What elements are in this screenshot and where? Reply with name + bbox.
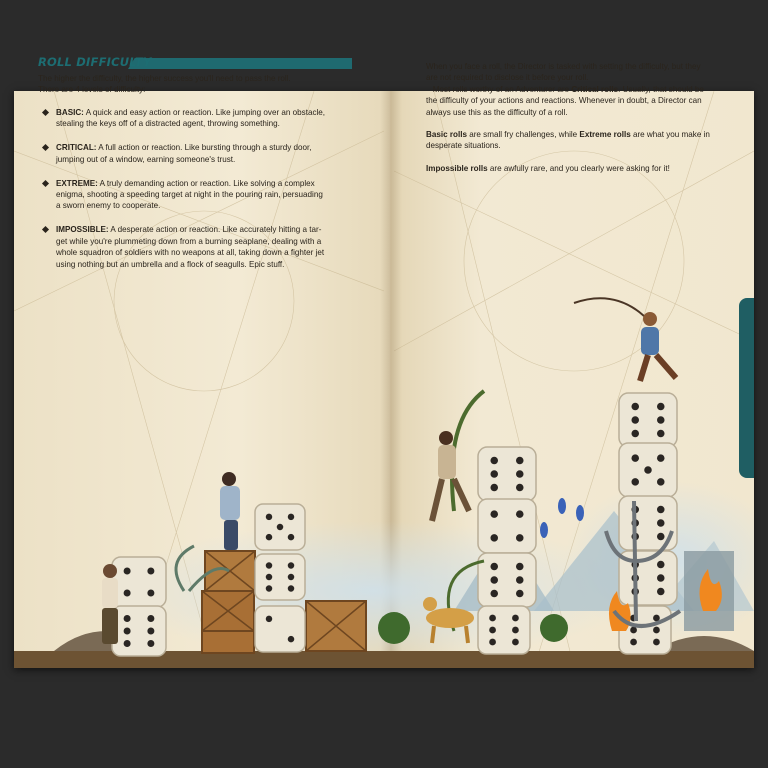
die-pip <box>288 574 295 581</box>
difficulty-term: CRITICAL: <box>56 143 97 153</box>
paragraph-line <box>426 129 738 140</box>
die-pip <box>657 519 665 527</box>
die-pip <box>147 640 154 647</box>
die-pip <box>516 563 524 571</box>
difficulty-text: using nothing but an umbrella and a flock of seagulls. Epic stuff. <box>56 259 285 269</box>
die-pip <box>288 514 295 521</box>
die-pip <box>631 416 639 424</box>
die <box>112 606 166 656</box>
die-pip <box>657 478 665 486</box>
die <box>255 554 305 600</box>
die-pip <box>489 615 496 622</box>
die <box>478 553 536 607</box>
die-pip <box>124 589 131 596</box>
die-pip <box>489 639 496 646</box>
explorer-jumping <box>432 431 469 521</box>
difficulty-list <box>42 107 352 282</box>
die-pip <box>266 562 273 569</box>
die-pip <box>147 567 154 574</box>
right-page-text <box>426 61 738 174</box>
diamond-bullet-icon <box>42 226 49 233</box>
die-pip <box>657 561 665 569</box>
difficulty-term: IMPOSSIBLE: <box>56 225 109 235</box>
die-pip <box>516 510 524 518</box>
die-pip <box>516 484 524 492</box>
die-pip <box>288 534 295 541</box>
die <box>619 393 677 447</box>
bold-term: Extreme rolls <box>579 130 631 140</box>
paragraph-line: always use this as the difficulty of a roll. <box>426 107 568 117</box>
die-pip <box>490 534 498 542</box>
die-pip <box>516 576 524 584</box>
paragraph-line: are not required to disclose it before your roll. <box>426 73 589 83</box>
die-pip <box>266 616 273 623</box>
die-pip <box>147 627 154 634</box>
die-pip <box>516 590 524 598</box>
die-pip <box>489 627 496 634</box>
paragraph-line: the difficulty of your actions and reactions. Whenever in doubt, a Director can <box>426 96 702 106</box>
difficulty-text: A truly demanding action or reaction. Like solving a complex <box>97 178 315 188</box>
difficulty-text: whole squadron of soldiers with no weapons at all, taking down a fighter jet <box>56 248 325 258</box>
paragraph-line <box>426 163 738 174</box>
die-pip <box>630 639 637 646</box>
difficulty-text: enigma, shooting a speeding target at night in the pouring rain, persuading <box>56 190 323 200</box>
die-pip <box>490 470 498 478</box>
jungle-bush <box>540 614 568 642</box>
die-pip <box>657 574 665 582</box>
die <box>255 606 305 652</box>
difficulty-term: EXTREME: <box>56 178 98 188</box>
difficulty-critical <box>42 142 352 165</box>
paragraph-line: desperate situations. <box>426 141 501 151</box>
die <box>478 606 530 654</box>
die-pip <box>653 639 660 646</box>
die <box>112 557 166 607</box>
difficulty-text: A desperate action or reaction. Like accurately hitting a tar- <box>108 225 322 235</box>
diamond-bullet-icon <box>42 144 49 151</box>
die-pip <box>631 454 639 462</box>
die-pip <box>147 615 154 622</box>
die-pip <box>657 454 665 462</box>
diamond-bullet-icon <box>42 180 49 187</box>
die-pip <box>490 590 498 598</box>
difficulty-extreme <box>42 178 352 212</box>
die-pip <box>266 574 273 581</box>
die <box>478 447 536 501</box>
die-pip <box>266 585 273 592</box>
die-pip <box>124 567 131 574</box>
die-pip <box>653 627 660 634</box>
die-pip <box>657 588 665 596</box>
die <box>255 504 305 550</box>
die-pip <box>277 524 284 531</box>
die-pip <box>657 403 665 411</box>
die-pip <box>288 562 295 569</box>
text-run: are awfully rare, and you clearly were asking for it! <box>487 163 670 173</box>
die-pip <box>147 589 154 596</box>
difficulty-basic <box>42 107 352 130</box>
difficulty-text: A quick and easy action or reaction. Like jumping over an obstacle, <box>83 108 326 117</box>
text-run: Most rolls worthy of an Adventurer are <box>426 84 572 94</box>
die-pip <box>490 563 498 571</box>
bold-term: Critical rolls <box>571 84 619 94</box>
jungle-bush <box>378 612 410 644</box>
intro-line: There are 4 levels of difficulty: <box>38 85 146 95</box>
die-pip <box>631 403 639 411</box>
bold-term: Basic rolls <box>426 130 467 140</box>
die <box>478 499 536 553</box>
text-run: are what you make in <box>630 130 710 140</box>
die-pip <box>512 615 519 622</box>
page-title: ROLL DIFFICULTY <box>38 55 152 69</box>
difficulty-text: a sworn enemy to cooperate. <box>56 201 161 211</box>
die-pip <box>124 640 131 647</box>
difficulty-text: jumping out of a window, earning someone's trust. <box>56 154 236 164</box>
die-pip <box>657 430 665 438</box>
die-pip <box>124 615 131 622</box>
die-pip <box>490 457 498 465</box>
die-pip <box>124 627 131 634</box>
die-pip <box>516 470 524 478</box>
die-pip <box>490 484 498 492</box>
die-pip <box>644 466 652 474</box>
die-pip <box>657 533 665 541</box>
die-pip <box>512 627 519 634</box>
diamond-bullet-icon <box>42 109 49 116</box>
heading-accent-bar <box>128 58 352 69</box>
die-pip <box>631 430 639 438</box>
die-pip <box>266 534 273 541</box>
die-pip <box>657 506 665 514</box>
die-pip <box>288 585 295 592</box>
die-pip <box>512 639 519 646</box>
paragraph-line <box>426 84 738 95</box>
die-pip <box>631 478 639 486</box>
die-pip <box>490 576 498 584</box>
die-pip <box>516 457 524 465</box>
intro-paragraph <box>38 73 358 96</box>
intro-line: The higher the difficulty, the higher success you'll need to pass the roll. <box>38 74 291 83</box>
difficulty-impossible <box>42 224 352 270</box>
die-pip <box>490 510 498 518</box>
section-heading <box>38 57 352 70</box>
bold-term: Impossible rolls <box>426 163 488 173</box>
die-pip <box>266 514 273 521</box>
die-pip <box>657 416 665 424</box>
difficulty-text: get while you're plummeting down from a burning seaplane, dealing with a <box>56 236 322 246</box>
die-pip <box>516 534 524 542</box>
text-run: . Usually, that should be <box>618 84 704 94</box>
paragraph-line: When you face a roll, the Director is tasked with setting the difficulty, but they <box>426 62 701 71</box>
difficulty-text: stealing the keys off of a distracted agent, throwing something. <box>56 119 280 129</box>
die <box>619 443 677 497</box>
die-pip <box>288 636 295 643</box>
difficulty-text: A full action or reaction. Like bursting through a sturdy door, <box>96 143 312 153</box>
difficulty-term: BASIC: <box>56 108 84 117</box>
text-run: are small fry challenges, while <box>466 130 580 140</box>
whip-heroine <box>574 298 676 381</box>
